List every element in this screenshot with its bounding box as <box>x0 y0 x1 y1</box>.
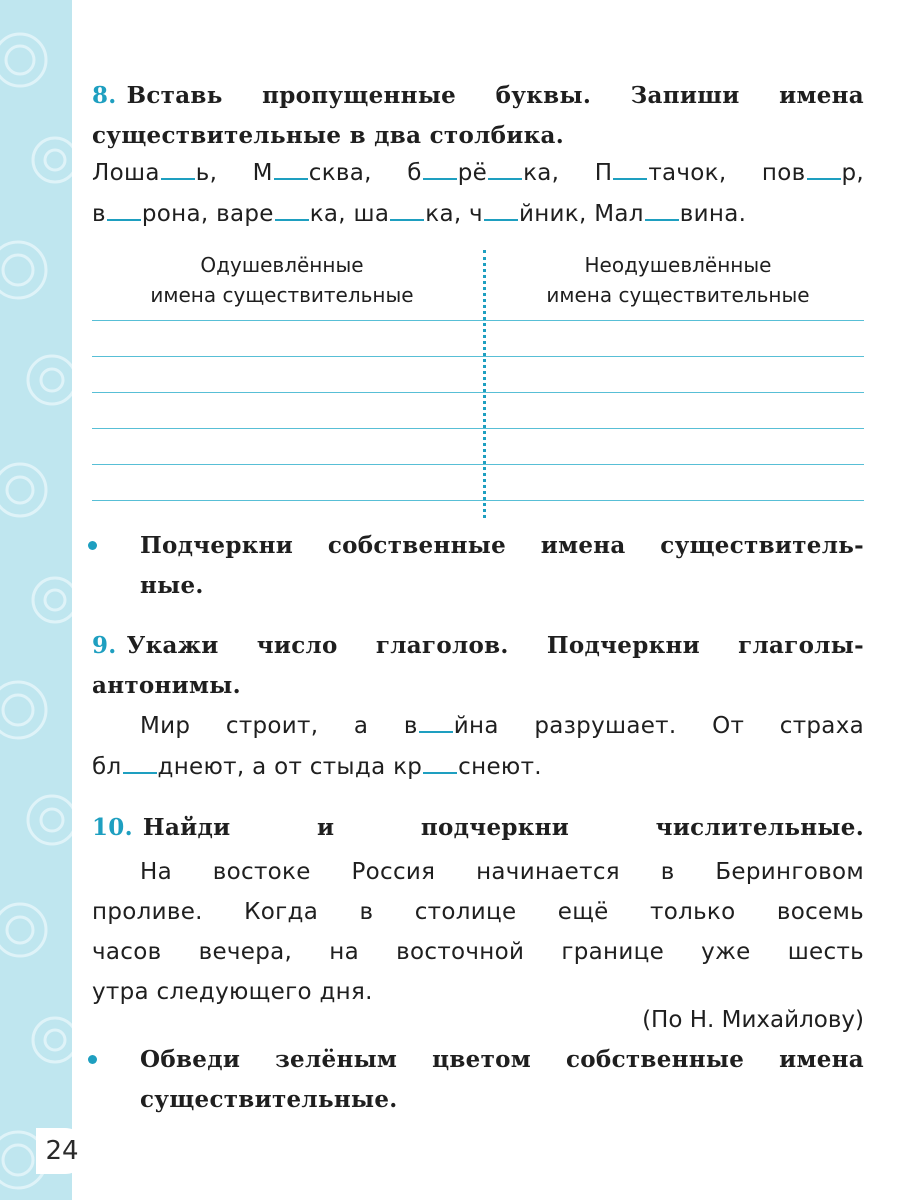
writing-line[interactable] <box>92 428 864 429</box>
blank-field[interactable] <box>390 193 424 221</box>
blank-field[interactable] <box>419 705 453 733</box>
task-10-number: 10. <box>92 814 133 841</box>
blank-field[interactable] <box>423 746 457 774</box>
blank-field[interactable] <box>613 152 647 180</box>
task-8-words-line2: в рона, варе ка, ша ка, ч йник, Мал вина. <box>92 193 864 234</box>
blank-field[interactable] <box>807 152 841 180</box>
blank-field[interactable] <box>484 193 518 221</box>
task-8-words-line1: Лоша ь, М сква, б рё ка, П тачок, пов р, <box>92 152 864 193</box>
column-divider <box>483 250 486 518</box>
task-9-number: 9. <box>92 632 117 659</box>
task-9-text: Мир строит, а в йна разрушает. От страха бл днеют, а от стыда кр снеют. <box>92 705 864 787</box>
task-8-words <box>92 152 864 234</box>
answer-table <box>92 250 872 520</box>
task-9-instruction: 9. Укажи число глаголов. Подчеркни глаголы- антонимы. <box>92 632 864 699</box>
blank-field[interactable] <box>123 746 157 774</box>
attribution: (По Н. Михайлову) <box>642 1007 864 1033</box>
writing-line[interactable] <box>92 392 864 393</box>
task-10-text: На востоке Россия начинается в Беринговом проливе. Когда в столице ещё только восемь часов вечера, на восточной границе уже шесть утра следующего дня. <box>92 859 864 1005</box>
bullet-icon <box>88 1055 97 1064</box>
column-header-inanimate: Неодушевлённые имена существительные <box>546 253 810 307</box>
blank-field[interactable] <box>161 152 195 180</box>
task-8-instruction: 8. Вставь пропущенные буквы. Запиши имена существительные в два столбика. <box>92 82 864 149</box>
page-number: 24 <box>36 1128 88 1174</box>
blank-field[interactable] <box>107 193 141 221</box>
task-8-number: 8. <box>92 82 117 109</box>
blank-field[interactable] <box>423 152 457 180</box>
decorative-margin <box>0 0 72 1200</box>
blank-field[interactable] <box>275 193 309 221</box>
bullet-icon <box>88 541 97 550</box>
column-header-animate: Одушевлённые имена существительные <box>150 253 414 307</box>
blank-field[interactable] <box>645 193 679 221</box>
writing-line[interactable] <box>92 500 864 501</box>
task-10-bullet: Обведи зелёным цветом собственные имена существительные. <box>92 1040 864 1120</box>
task-10-instruction: 10. Найди и подчеркни числительные. <box>92 814 864 841</box>
writing-line[interactable] <box>92 464 864 465</box>
blank-field[interactable] <box>488 152 522 180</box>
writing-line[interactable] <box>92 356 864 357</box>
writing-line[interactable] <box>92 320 864 321</box>
swirl-pattern-icon <box>0 0 72 1200</box>
blank-field[interactable] <box>274 152 308 180</box>
task-8-bullet: Подчеркни собственные имена существитель- ные. <box>92 526 864 606</box>
